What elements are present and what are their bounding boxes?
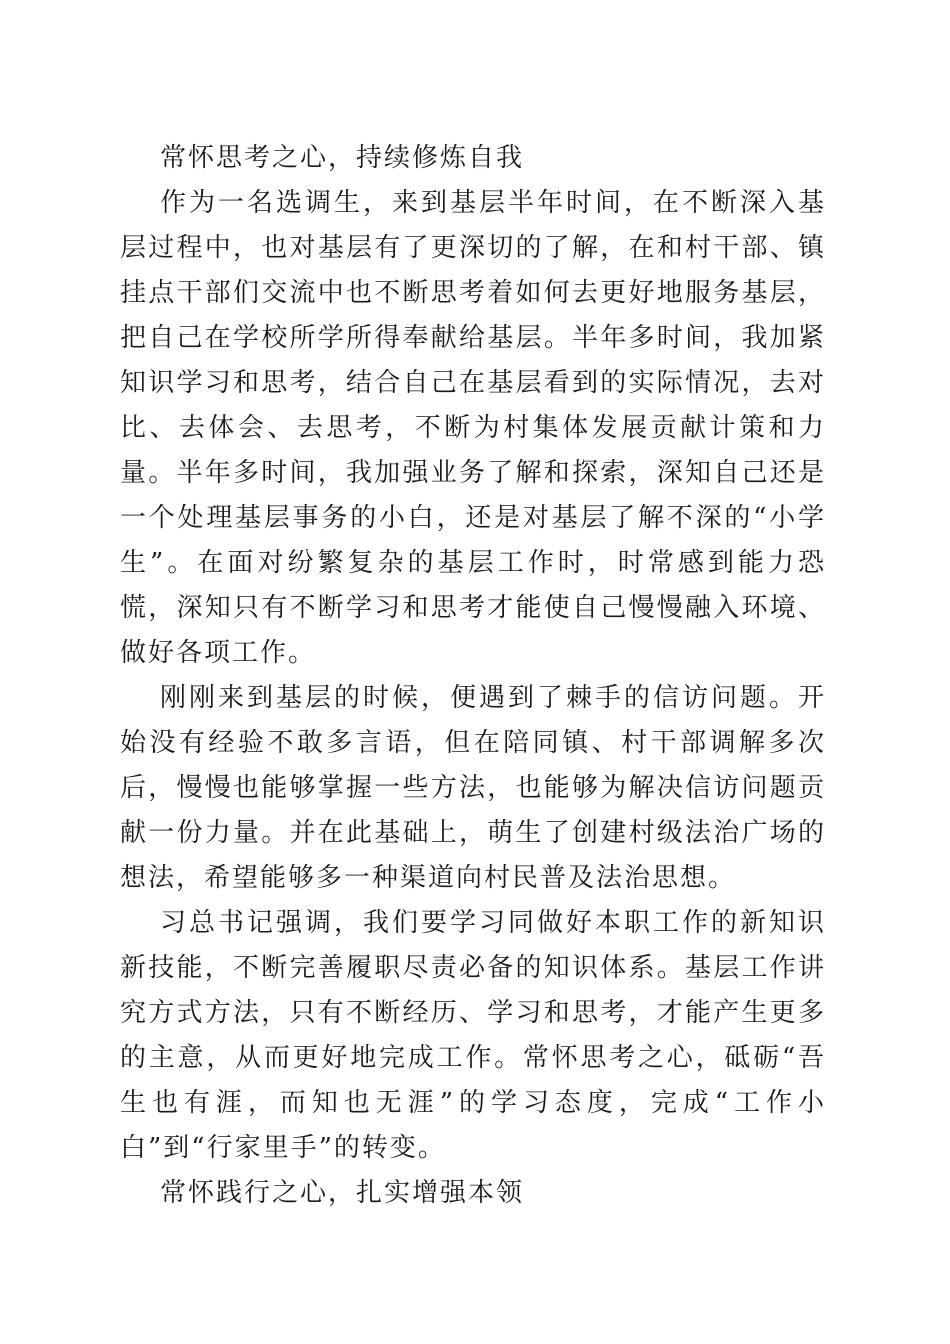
paragraph-learning: 作为一名选调生，来到基层半年时间，在不断深入基层过程中，也对基层有了更深切的了解，在和村干部、镇挂点干部们交流中也不断思考着如何去更好地服务基层，把自己在学校所学所得奉献给基层。半年多时间，我加紧知识学习和思考，结合自己在基层看到的实际情况，去对比、去体会、去思考，不断为村集体发展贡献计策和力量。半年多时间，我加强业务了解和探索，深知自己还是一个处理基层事务的小白，还是对基层了解不深的“小学生”。在面对纷繁复杂的基层工作时，时常感到能力恐慌，深知只有不断学习和思考才能使自己慢慢融入环境、做好各项工作。 [120,188,826,668]
paragraph-petition: 刚刚来到基层的时候，便遇到了棘手的信访问题。开始没有经验不敢多言语，但在陪同镇、村干部调解多次后，慢慢也能够掌握一些方法，也能够为解决信访问题贡献一份力量。并在此基础上，萌生了创建村级法治广场的想法，希望能够多一种渠道向村民普及法治思想。 [120,683,826,893]
section-heading-thinking: 常怀思考之心，持续修炼自我 [160,143,525,173]
document-body [120,136,826,1216]
section-heading-practice: 常怀践行之心，扎实增强本领 [160,1178,525,1208]
paragraph-knowledge: 习总书记强调，我们要学习同做好本职工作的新知识新技能，不断完善履职尽责必备的知识体系。基层工作讲究方式方法，只有不断经历、学习和思考，才能产生更多的主意，从而更好地完成工作。常怀思考之心，砥砺“吾生也有涯，而知也无涯”的学习态度，完成“工作小白”到“行家里手”的转变。 [120,908,826,1163]
